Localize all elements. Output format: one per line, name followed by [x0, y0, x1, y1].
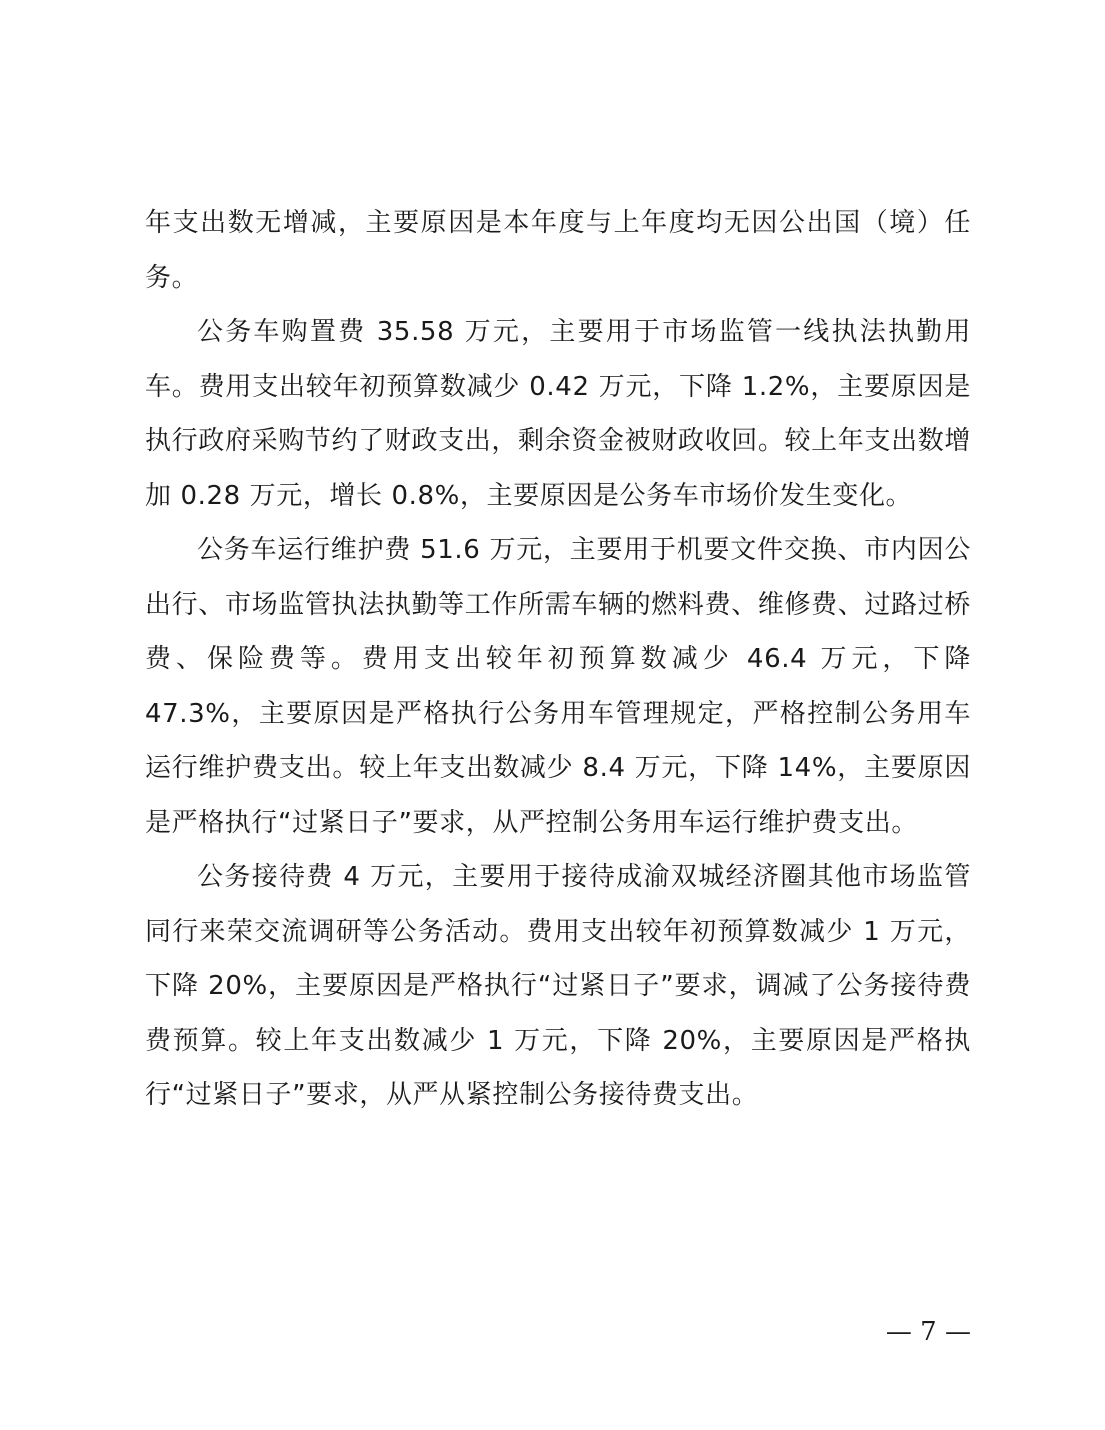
- document-body: [145, 196, 971, 1123]
- paragraph-continuation: 年支出数无增减，主要原因是本年度与上年度均无因公出国（境）任务。: [145, 208, 971, 293]
- paragraph-official-reception: 公务接待费 4 万元，主要用于接待成渝双城经济圈其他市场监管同行来荣交流调研等公务活动。费用支出较年初预算数减少 1 万元，下降 20%，主要原因是严格执行“过紧日子”要求，调减了公务接待费费预算。较上年支出数减少 1 万元，下降 20%，主要原因是严格执行“过紧日子”要求，从严从紧控制公务接待费支出。: [145, 862, 971, 1110]
- paragraph-vehicle-maintenance: 公务车运行维护费 51.6 万元，主要用于机要文件交换、市内因公出行、市场监管执法执勤等工作所需车辆的燃料费、维修费、过路过桥费、保险费等。费用支出较年初预算数减少 46.4 万元，下降 47.3%，主要原因是严格执行公务用车管理规定，严格控制公务用车运行维护费支出。较上年支出数减少 8.4 万元，下降 14%，主要原因是严格执行“过紧日子”要求，从严控制公务用车运行维护费支出。: [145, 535, 971, 838]
- paragraph-vehicle-purchase: 公务车购置费 35.58 万元，主要用于市场监管一线执法执勤用车。费用支出较年初预算数减少 0.42 万元，下降 1.2%，主要原因是执行政府采购节约了财政支出，剩余资金被财政收回。较上年支出数增加 0.28 万元，增长 0.8%，主要原因是公务车市场价发生变化。: [145, 317, 971, 511]
- page-number: — 7 —: [885, 1317, 971, 1347]
